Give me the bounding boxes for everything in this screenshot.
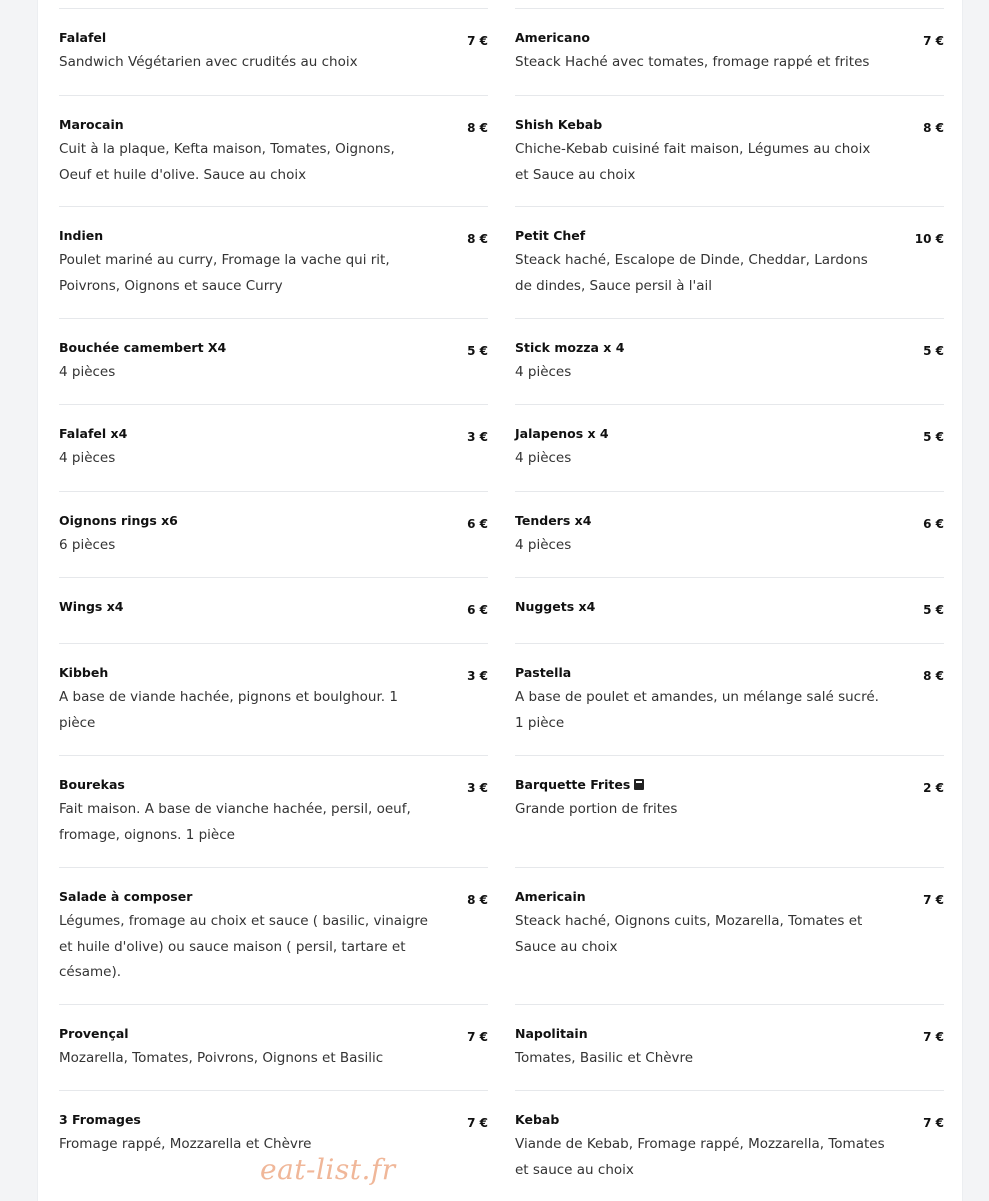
menu-item — [515, 577, 944, 643]
item-price: 8 € — [467, 893, 488, 907]
item-name: Falafel — [59, 30, 107, 45]
item-name: Nuggets x4 — [515, 599, 596, 614]
item-name: Jalapenos x 4 — [515, 426, 609, 441]
item-description: Légumes, fromage au choix et sauce ( basilic, vinaigre et huile d'olive) ou sauce maison ( persil, tartare et césame). — [59, 913, 428, 980]
item-description: 4 pièces — [515, 537, 572, 553]
item-price: 8 € — [923, 121, 944, 135]
item-price: 10 € — [914, 232, 944, 246]
item-name-text: Barquette Frites — [515, 777, 631, 792]
item-name: Oignons rings x6 — [59, 513, 178, 528]
menu-item — [59, 643, 488, 755]
item-name: Kebab — [515, 1112, 560, 1127]
item-name: Petit Chef — [515, 228, 586, 243]
item-name: Wings x4 — [59, 599, 124, 614]
item-price: 7 € — [923, 1030, 944, 1044]
item-description: Tomates, Basilic et Chèvre — [515, 1050, 694, 1066]
menu-item — [515, 867, 944, 1004]
menu-card — [37, 0, 963, 1201]
item-price: 8 € — [467, 121, 488, 135]
item-description: Steack haché, Oignons cuits, Mozarella, Tomates et Sauce au choix — [515, 913, 863, 955]
menu-item — [59, 1004, 488, 1090]
item-name: Falafel x4 — [59, 426, 128, 441]
menu-item — [515, 491, 944, 577]
item-description: Poulet mariné au curry, Fromage la vache qui rit, Poivrons, Oignons et sauce Curry — [59, 252, 390, 294]
menu-item — [515, 755, 944, 867]
item-description: Steack haché, Escalope de Dinde, Cheddar, Lardons de dindes, Sauce persil à l'ail — [515, 252, 868, 294]
item-price: 7 € — [467, 1030, 488, 1044]
item-description: 4 pièces — [59, 364, 116, 380]
item-description: Grande portion de frites — [515, 801, 678, 817]
item-name — [515, 776, 644, 794]
item-price: 8 € — [923, 669, 944, 683]
item-description: Viande de Kebab, Fromage rappé, Mozzarella, Tomates et sauce au choix — [515, 1136, 885, 1178]
item-description: Mozarella, Tomates, Poivrons, Oignons et Basilic — [59, 1050, 384, 1066]
item-price: 6 € — [467, 517, 488, 531]
item-price: 7 € — [923, 893, 944, 907]
item-description: A base de viande hachée, pignons et boulghour. 1 pièce — [59, 689, 398, 731]
item-price: 3 € — [467, 781, 488, 795]
menu-item — [515, 318, 944, 404]
menu-item — [59, 491, 488, 577]
item-description: Sandwich Végétarien avec crudités au choix — [59, 54, 358, 70]
item-price: 5 € — [923, 430, 944, 444]
item-price: 6 € — [923, 517, 944, 531]
menu-item — [59, 404, 488, 491]
item-description: Steack Haché avec tomates, fromage rappé et frites — [515, 54, 870, 70]
item-name: Provençal — [59, 1026, 129, 1041]
item-description: 4 pièces — [515, 450, 572, 466]
item-description: Fait maison. A base de vianche hachée, persil, oeuf, fromage, oignons. 1 pièce — [59, 801, 411, 843]
item-price: 5 € — [467, 344, 488, 358]
item-price: 3 € — [467, 669, 488, 683]
item-name: Salade à composer — [59, 889, 193, 904]
menu-item — [515, 95, 944, 206]
item-price: 7 € — [467, 1116, 488, 1130]
item-price: 7 € — [923, 34, 944, 48]
menu-item — [59, 867, 488, 1004]
menu-column-right — [515, 8, 944, 1201]
item-name: Indien — [59, 228, 104, 243]
item-description: 4 pièces — [59, 450, 116, 466]
item-name: Shish Kebab — [515, 117, 603, 132]
item-name: Napolitain — [515, 1026, 588, 1041]
item-description: Chiche-Kebab cuisiné fait maison, Légumes au choix et Sauce au choix — [515, 141, 871, 183]
item-description: 6 pièces — [59, 537, 116, 553]
item-name: Americain — [515, 889, 586, 904]
menu-item — [515, 1004, 944, 1090]
fries-icon — [634, 779, 644, 790]
menu-item — [515, 206, 944, 318]
item-description: Cuit à la plaque, Kefta maison, Tomates, Oignons, Oeuf et huile d'olive. Sauce au choix — [59, 141, 395, 183]
item-price: 7 € — [923, 1116, 944, 1130]
item-name: Marocain — [59, 117, 124, 132]
item-name: Pastella — [515, 665, 572, 680]
item-name: Americano — [515, 30, 590, 45]
menu-item — [59, 95, 488, 206]
menu-item — [59, 755, 488, 867]
item-name: Tenders x4 — [515, 513, 592, 528]
menu-item — [59, 577, 488, 643]
item-price: 5 € — [923, 603, 944, 617]
item-price: 5 € — [923, 344, 944, 358]
item-price: 7 € — [467, 34, 488, 48]
item-description: Fromage rappé, Mozzarella et Chèvre — [59, 1136, 312, 1152]
item-name: Kibbeh — [59, 665, 109, 680]
menu-item — [515, 404, 944, 491]
menu-column-left — [59, 8, 488, 1201]
menu-item — [515, 1090, 944, 1201]
item-name: Bouchée camembert X4 — [59, 340, 227, 355]
menu-item — [59, 206, 488, 318]
item-name: Bourekas — [59, 777, 125, 792]
item-price: 2 € — [923, 781, 944, 795]
item-name: 3 Fromages — [59, 1112, 141, 1127]
watermark: eat-list.fr — [260, 1153, 396, 1186]
menu-item — [515, 8, 944, 95]
item-description: A base de poulet et amandes, un mélange salé sucré. 1 pièce — [515, 689, 879, 731]
item-price: 8 € — [467, 232, 488, 246]
item-price: 3 € — [467, 430, 488, 444]
item-price: 6 € — [467, 603, 488, 617]
item-description: 4 pièces — [515, 364, 572, 380]
menu-item — [515, 643, 944, 755]
menu-item — [59, 318, 488, 404]
menu-item — [59, 8, 488, 95]
item-name: Stick mozza x 4 — [515, 340, 625, 355]
